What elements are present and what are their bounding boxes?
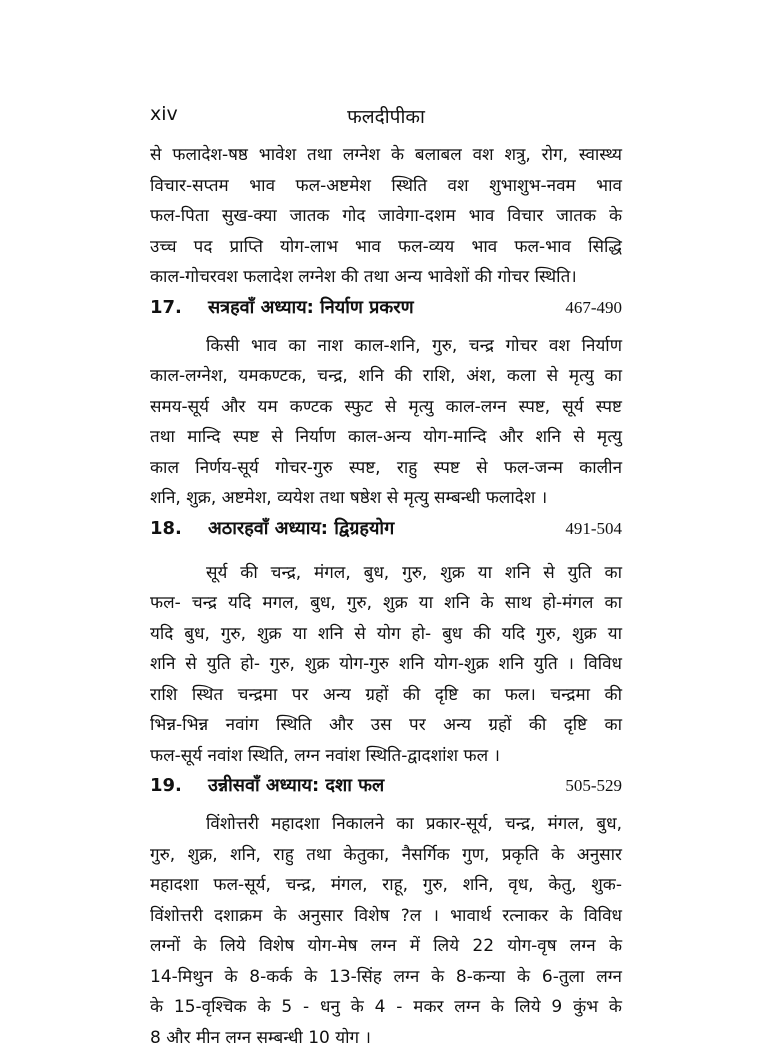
text-line: राशि स्थित चन्द्रमा पर अन्य ग्रहों की दृष्टि का फल। चन्द्रमा की	[150, 680, 622, 711]
text-line: भिन्न-भिन्न नवांग स्थिति और उस पर अन्य ग्रहों की दृष्टि का	[150, 710, 622, 741]
text-line: फल-सूर्य नवांश स्थिति, लग्न नवांश स्थिति-द्वादशांश फल ।	[150, 741, 622, 772]
chapter-title: सत्रहवाँ अध्याय: निर्याण प्रकरण	[208, 295, 565, 319]
text-line: फल- चन्द्र यदि मगल, बुध, गुरु, शुक्र या शनि के साथ हो-मंगल का	[150, 588, 622, 619]
text-line: काल-लग्नेश, यमकण्टक, चन्द्र, शनि की राशि, अंश, कला से मृत्यु का	[150, 361, 622, 392]
running-head	[150, 103, 622, 133]
text-line: फल-पिता सुख-क्या जातक गोद जावेगा-दशम भाव विचार जातक के	[150, 201, 622, 232]
text-line: से फलादेश-षष्ठ भावेश तथा लग्नेश के बलाबल वश शत्रु, रोग, स्वास्थ्य	[150, 140, 622, 171]
text-line: समय-सूर्य और यम कण्टक स्फुट से मृत्यु काल-लग्न स्पष्ट, सूर्य स्पष्ट	[150, 392, 622, 423]
text-line: के 15-वृश्चिक के 5 - धनु के 4 - मकर लग्न के लिये 9 कुंभ के	[150, 992, 622, 1023]
text-line: उच्च पद प्राप्ति योग-लाभ भाव फल-व्यय भाव फल-भाव सिद्धि	[150, 232, 622, 263]
text-line: शनि से युति हो- गुरु, शुक्र योग-गुरु शनि योग-शुक्र शनि युति । विविध	[150, 649, 622, 680]
chapter-number: 18.	[150, 518, 208, 539]
chapter-heading	[150, 295, 622, 331]
text-line: महादशा फल-सूर्य, चन्द्र, मंगल, राहू, गुरु, शनि, वृध, केतु, शुक-	[150, 870, 622, 901]
page-number: xiv	[150, 103, 178, 125]
text-line: 8 और मीन लग्न सम्बन्धी 10 योग ।	[150, 1023, 622, 1053]
intro-paragraph	[150, 140, 622, 293]
book-title: फलदीपीका	[150, 103, 622, 129]
chapter-entry-17	[150, 295, 622, 514]
chapter-heading	[150, 516, 622, 552]
text-line: विंशोत्तरी दशाक्रम के अनुसार विशेष ?ल । भावार्थ रत्नाकर के विविध	[150, 901, 622, 932]
text-line: विचार-सप्तम भाव फल-अष्टमेश स्थिति वश शुभाशुभ-नवम भाव	[150, 171, 622, 202]
text-line: काल-गोचरवश फलादेश लग्नेश की तथा अन्य भावेशों की गोचर स्थिति।	[150, 262, 622, 293]
text-line: शनि, शुक्र, अष्टमेश, व्ययेश तथा षष्ठेश से मृत्यु सम्बन्धी फलादेश ।	[150, 483, 622, 514]
chapter-page-range: 491-504	[565, 519, 622, 539]
chapter-entry-18	[150, 516, 622, 772]
chapter-number: 17.	[150, 297, 208, 318]
text-line: तथा मान्दि स्पष्ट से निर्याण काल-अन्य योग-मान्दि और शनि से मृत्यु	[150, 422, 622, 453]
chapter-title: उन्नीसवाँ अध्याय: दशा फल	[208, 773, 565, 797]
text-line: काल निर्णय-सूर्य गोचर-गुरु स्पष्ट, राहु स्पष्ट से फल-जन्म कालीन	[150, 453, 622, 484]
text-line: विंशोत्तरी महादशा निकालने का प्रकार-सूर्य, चन्द्र, मंगल, बुध,	[150, 809, 622, 840]
text-line: लग्नों के लिये विशेष योग-मेष लग्न में लिये 22 योग-वृष लग्न के	[150, 931, 622, 962]
chapter-title: अठारहवाँ अध्याय: द्विग्रहयोग	[208, 516, 565, 540]
contents-body	[150, 140, 622, 1053]
chapter-page-range: 505-529	[565, 776, 622, 796]
text-line: किसी भाव का नाश काल-शनि, गुरु, चन्द्र गोचर वश निर्याण	[150, 331, 622, 362]
text-line: यदि बुध, गुरु, शुक्र या शनि से योग हो- बुध की यदि गुरु, शुक्र या	[150, 619, 622, 650]
text-line: गुरु, शुक्र, शनि, राहु तथा केतुका, नैसर्गिक गुण, प्रकृति के अनुसार	[150, 840, 622, 871]
chapter-heading	[150, 773, 622, 809]
text-line: सूर्य की चन्द्र, मंगल, बुध, गुरु, शुक्र या शनि से युति का	[150, 558, 622, 589]
chapter-entry-19	[150, 773, 622, 1053]
chapter-number: 19.	[150, 775, 208, 796]
text-line: 14-मिथुन के 8-कर्क के 13-सिंह लग्न के 8-कन्या के 6-तुला लग्न	[150, 962, 622, 993]
chapter-page-range: 467-490	[565, 298, 622, 318]
